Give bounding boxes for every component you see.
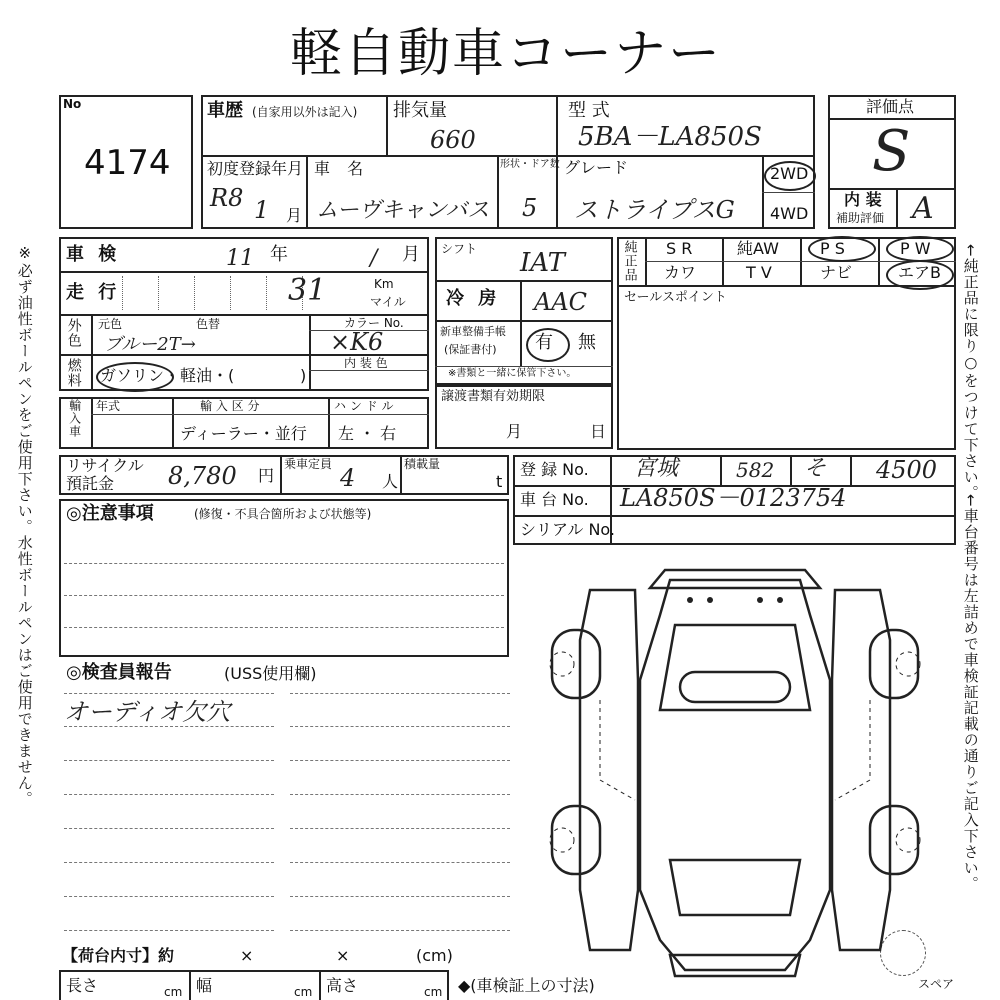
- dim-width-unit: cm: [294, 985, 313, 999]
- first-reg-year: R8: [210, 184, 244, 212]
- car-diagram: [540, 560, 940, 980]
- spare-label: スペア: [918, 977, 955, 991]
- side-note-left: ※必ず油性ボールペンをご使用下さい。水性ボールペンはご使用できません。: [15, 244, 34, 807]
- mileage-unit-km: Km: [374, 277, 394, 291]
- equip-ps: P S: [820, 239, 845, 258]
- color-code-value: ×K6: [330, 328, 384, 356]
- mileage-unit-mile: マイル: [370, 295, 406, 309]
- equip-pw-circle: [886, 236, 954, 262]
- cargo-x2: ×: [336, 946, 350, 965]
- capacity-unit: 人: [382, 472, 399, 491]
- import-handle-label: ハ ン ド ル: [334, 399, 394, 413]
- first-reg-month: 1: [254, 196, 270, 224]
- dim-width-label: 幅: [196, 976, 213, 995]
- equip-ps-circle: [808, 236, 876, 262]
- displacement-value: 660: [430, 126, 476, 154]
- transfer-month: 月: [506, 422, 523, 441]
- mileage-label: 走 行: [66, 282, 121, 303]
- equip-airbag: エアB: [898, 263, 941, 282]
- car-name-label: 車 名: [314, 159, 370, 178]
- inspection-label: 車 検: [66, 244, 121, 265]
- transfer-label: 譲渡書類有効期限: [441, 389, 546, 404]
- service-book-no: 無: [578, 332, 596, 353]
- drive-2wd: 2WD: [770, 164, 809, 183]
- fuel-value: ガソリン・軽油・(: [100, 366, 235, 385]
- import-year-label: 年式: [96, 399, 121, 413]
- first-reg-label: 初度登録年月: [207, 159, 304, 178]
- page-title: 軽自動車コーナー: [290, 24, 723, 84]
- recycle-value: 8,780: [168, 462, 237, 490]
- notes-sub: (修復・不具合箇所および状態等): [194, 507, 372, 521]
- cargo-unit: (cm): [416, 946, 453, 965]
- load-label: 積載量: [404, 457, 441, 471]
- cargo-x1: ×: [240, 946, 254, 965]
- doors-value: 5: [522, 194, 538, 222]
- color-orig-value: ブルー2T→: [104, 334, 196, 355]
- recycle-label-2: 預託金: [66, 474, 115, 493]
- fuel-selected-circle: [96, 362, 174, 392]
- side-note-right-bottom: ←車台番号は左詰めで車検証記載の通りご記入下さい。: [961, 494, 980, 892]
- shift-label: シフト: [441, 242, 478, 256]
- color-code-label: カラー No.: [344, 316, 404, 330]
- equip-aw: 純AW: [737, 239, 779, 258]
- grade-label: グレード: [564, 158, 629, 177]
- drive-selected-circle: [764, 161, 816, 191]
- serial-label: シリアル No.: [520, 520, 616, 539]
- aircon-label: 冷 房: [446, 288, 501, 309]
- inspector-label: ◎検査員報告: [66, 662, 172, 683]
- inspector-sub: (USS使用欄): [224, 664, 317, 683]
- model-code-label: 型 式: [568, 100, 610, 121]
- inspection-year: 11: [226, 246, 254, 271]
- grade-value: ストライプスG: [574, 196, 735, 224]
- service-book-sub: (保証書付): [444, 343, 497, 356]
- interior-score-value: A: [912, 191, 934, 226]
- mileage-value: 31: [288, 273, 327, 308]
- aircon-value: AAC: [534, 288, 588, 316]
- service-book-yes: 有: [535, 332, 553, 353]
- service-book-note: ※書類と一緒に保管下さい。: [448, 368, 577, 379]
- car-name-value: ムーヴキャンバス: [316, 198, 490, 223]
- lot-number: 4174: [84, 143, 171, 183]
- dim-note: ◆(車検証上の寸法): [458, 976, 595, 995]
- registration-label: 登 録 No.: [520, 460, 589, 479]
- dim-length-unit: cm: [164, 985, 183, 999]
- dim-height-unit: cm: [424, 985, 443, 999]
- score-value: S: [872, 119, 911, 184]
- chassis-value: LA850S－0123754: [620, 484, 847, 512]
- equip-tv: T V: [746, 263, 772, 282]
- capacity-label: 乗車定員: [284, 457, 333, 471]
- registration-region: 宮城: [634, 456, 679, 481]
- equip-navi: ナビ: [820, 263, 853, 282]
- interior-score-sublabel: 補助評価: [836, 211, 885, 225]
- equip-airbag-circle: [886, 260, 954, 290]
- shift-value: IAT: [520, 248, 565, 278]
- service-book-selected-circle: [526, 328, 570, 362]
- sales-point-label: セールスポイント: [624, 290, 727, 305]
- interior-score-label: 内 装: [844, 190, 882, 209]
- equip-pw: P W: [900, 239, 931, 258]
- dimensions-block: [59, 970, 449, 1000]
- color-orig-label: 元色: [98, 317, 123, 331]
- inspection-month: /: [370, 246, 378, 271]
- lot-label: No: [63, 97, 82, 111]
- displacement-label: 排気量: [393, 100, 447, 121]
- dim-height-label: 高さ: [326, 976, 359, 995]
- equip-sr: S R: [666, 239, 693, 258]
- inspector-comment: オーディオ欠穴: [64, 698, 231, 726]
- fuel-close: ): [300, 366, 307, 385]
- fuel-label: 燃料: [65, 358, 82, 388]
- color-label: 外色: [65, 318, 82, 348]
- model-code-value: 5BA－LA850S: [578, 122, 762, 152]
- import-handle-value: 左 ・ 右: [338, 424, 397, 443]
- doors-label: 形状・ドア数: [500, 159, 560, 170]
- side-note-right-top: ←純正品に限り○をつけて下さい。: [961, 244, 980, 501]
- notes-label: ◎注意事項: [66, 503, 154, 524]
- load-unit: t: [496, 472, 503, 491]
- registration-number: 4500: [876, 456, 938, 484]
- equip-leather: カワ: [664, 263, 697, 282]
- inspection-year-unit: 年: [270, 244, 288, 265]
- registration-kana: そ: [804, 456, 827, 481]
- color-change-label: 色替: [196, 317, 221, 331]
- dim-length-label: 長さ: [66, 976, 99, 995]
- equipment-label: 純正品: [621, 240, 637, 282]
- first-reg-month-unit: 月: [286, 206, 303, 225]
- drive-4wd: 4WD: [770, 204, 809, 223]
- history-label: 車歴: [207, 100, 243, 121]
- service-book-label: 新車整備手帳: [440, 325, 506, 338]
- recycle-unit: 円: [258, 466, 275, 485]
- capacity-value: 4: [340, 464, 356, 492]
- registration-class: 582: [736, 458, 775, 482]
- recycle-label: リサイクル: [66, 456, 144, 475]
- transfer-day: 日: [590, 422, 607, 441]
- cargo-label: 【荷台内寸】約: [62, 946, 175, 965]
- score-label: 評価点: [866, 97, 915, 116]
- import-label: 輸入車: [67, 399, 82, 438]
- history-note: (自家用以外は記入): [252, 105, 358, 119]
- interior-color-label: 内 装 色: [344, 356, 388, 370]
- import-type-value: ディーラー・並行: [180, 424, 307, 443]
- inspection-month-unit: 月: [402, 244, 420, 265]
- import-type-label: 輸 入 区 分: [200, 399, 260, 413]
- chassis-label: 車 台 No.: [520, 490, 589, 509]
